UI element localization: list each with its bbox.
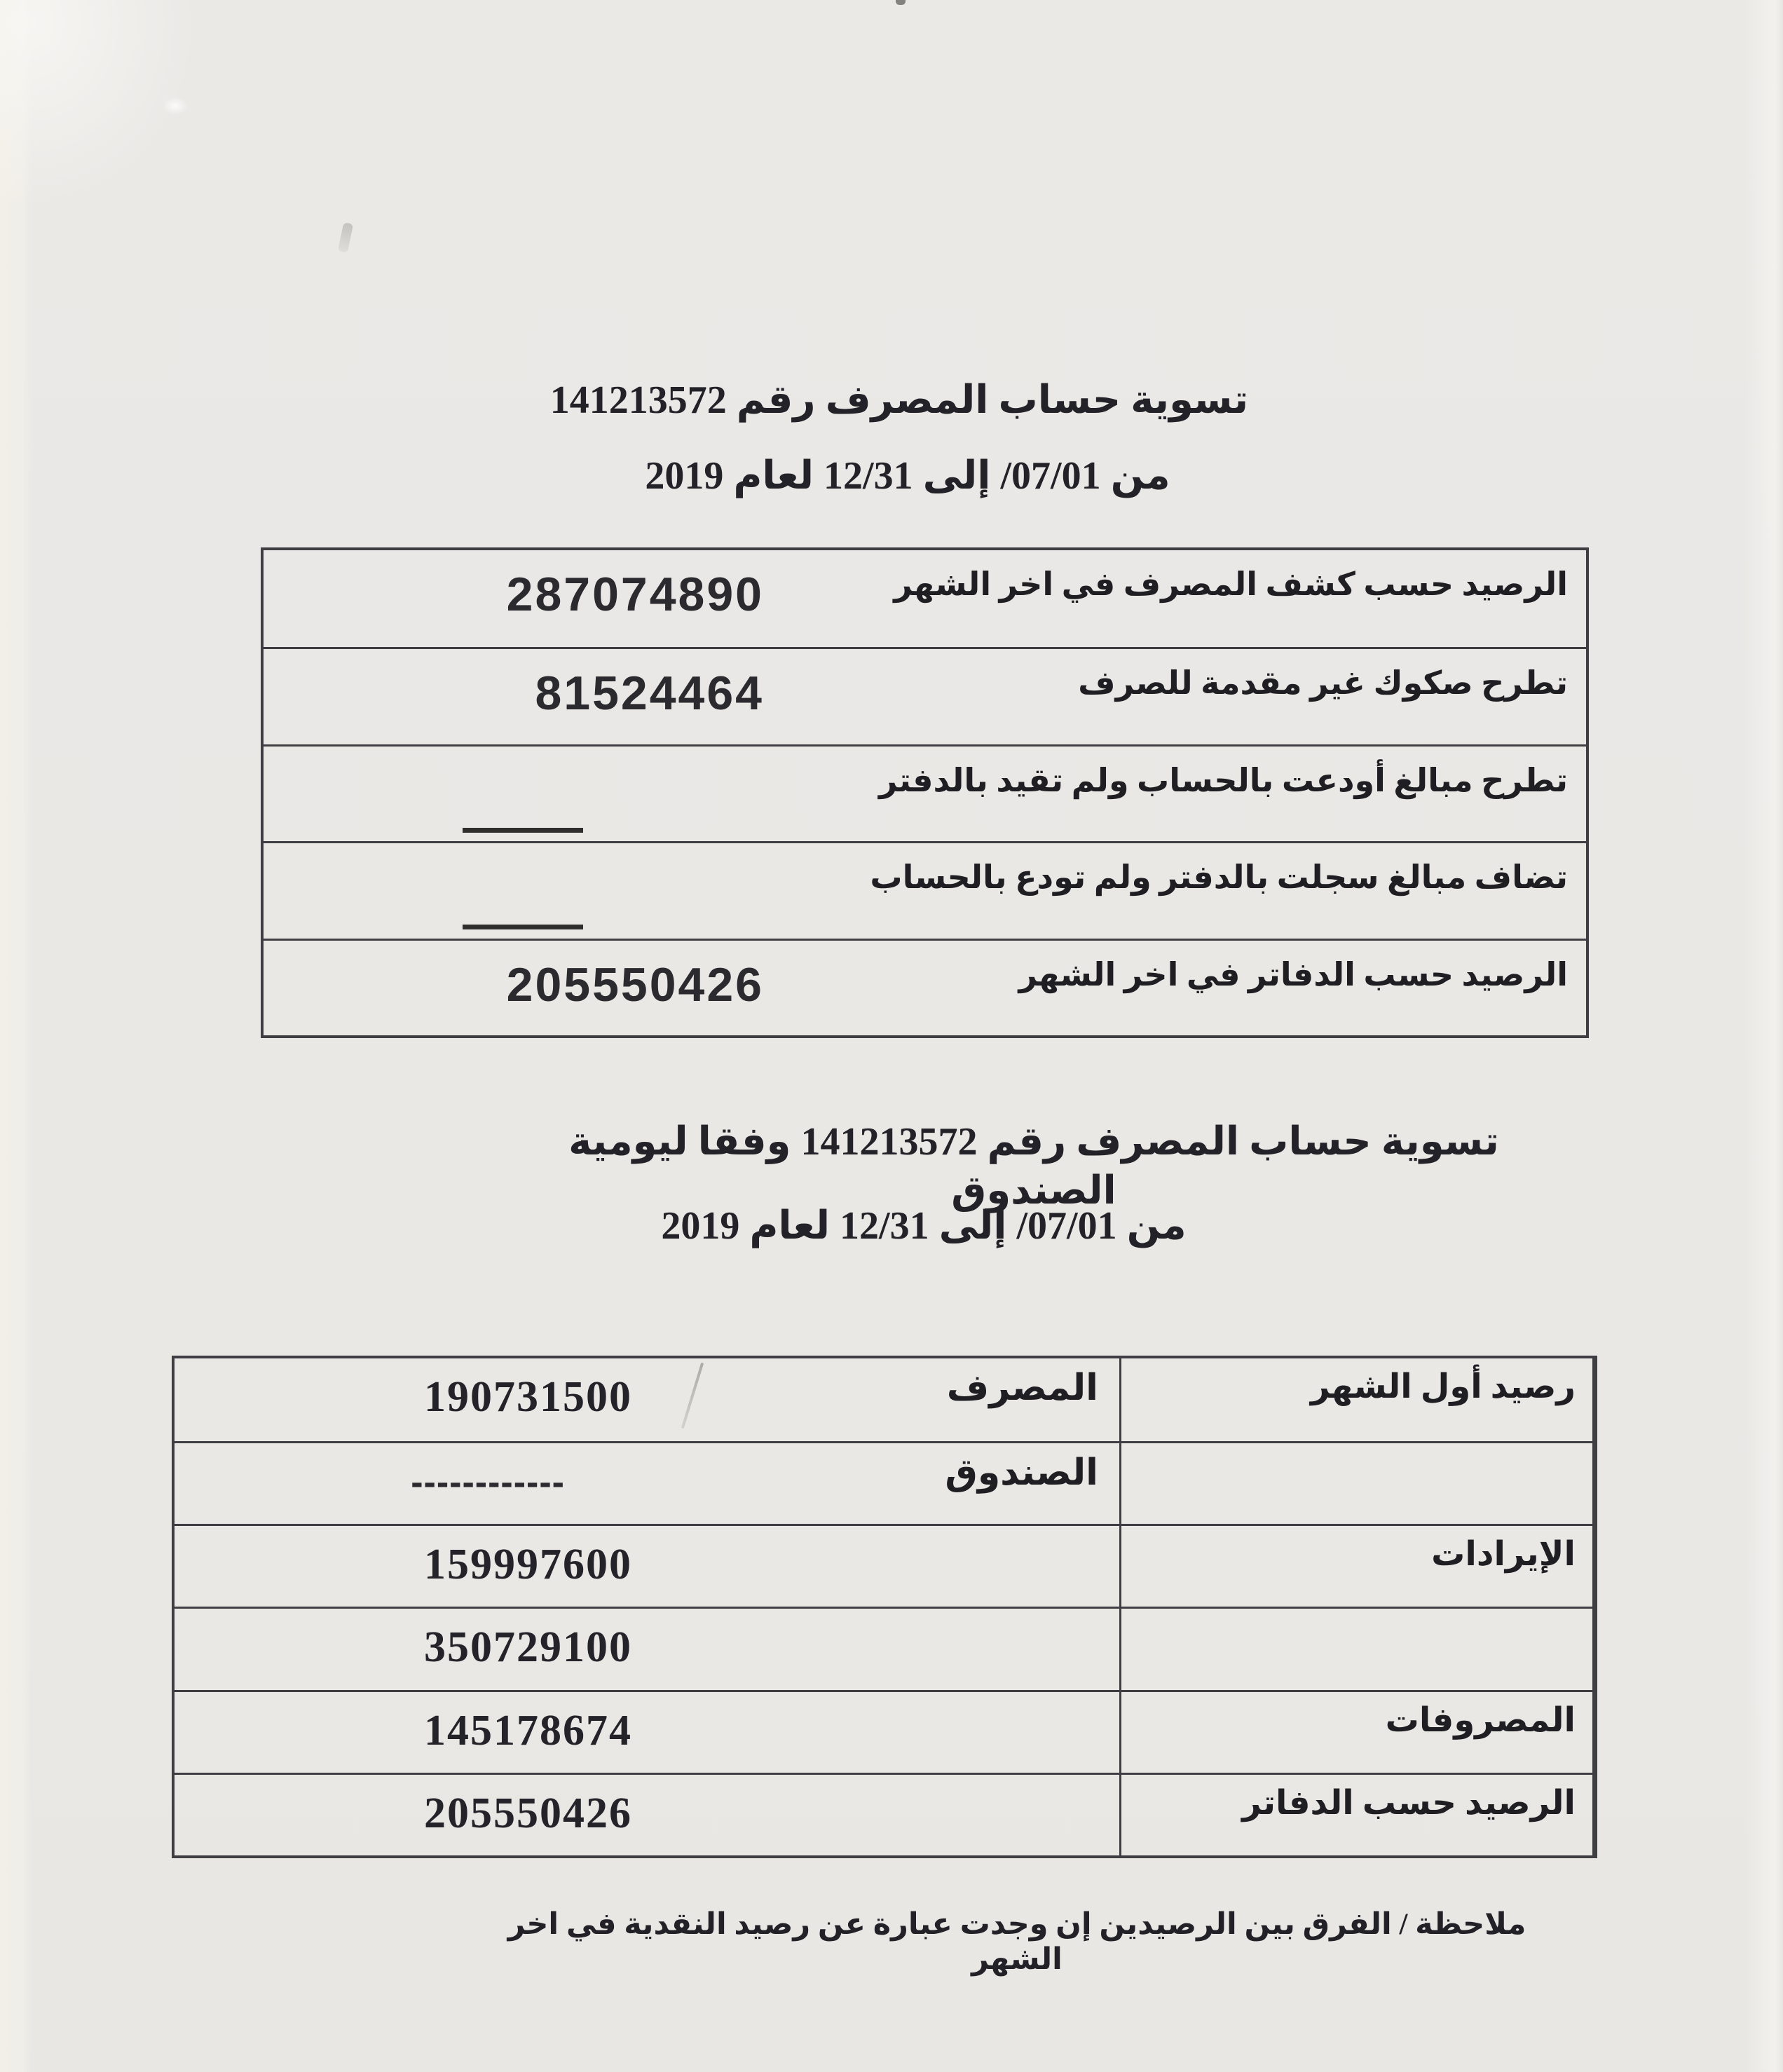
row-label: المصروفات [1385,1701,1576,1739]
amount-value: 190731500 [424,1373,632,1421]
table2-middle-cell [648,1690,1121,1773]
middle-label: المصرف [946,1368,1098,1408]
table2-middle-cell [648,1773,1121,1855]
blank-line [463,925,583,929]
paper-dent [163,97,188,115]
section2-title: تسوية حساب المصرف رقم 141213572 وفقا ليومية الصندوق [568,1120,1499,1213]
amount-value: 205550426 [506,957,764,1011]
table1-label-cell [782,939,1586,1035]
table2-value-cell [175,1690,648,1773]
table2-label-cell [1121,1524,1594,1607]
table2-value-cell [175,1773,648,1855]
footnote: ملاحظة / الفرق بين الرصيدين إن وجدت عبارة عن رصيد النقدية في اخر الشهر [507,1908,1526,1976]
amount-value: 159997600 [424,1541,632,1589]
table1-label-cell [782,744,1586,841]
table1-value-cell [264,647,782,744]
row-label: الإيرادات [1431,1536,1576,1574]
amount-value: 145178674 [424,1706,632,1754]
amount-value: 350729100 [424,1623,632,1672]
amount-value: 287074890 [506,568,764,621]
table1-label-cell [782,841,1586,938]
row-label: الرصيد حسب الدفاتر في اخر الشهر [1018,956,1568,993]
section1-title: تسوية حساب المصرف رقم 141213572 [549,379,1249,422]
row-label: تطرح مبالغ أودعت بالحساب ولم تقيد بالدفتر [878,762,1568,798]
table2-middle-cell [648,1441,1121,1524]
scan-edge-right [1744,0,1783,2072]
cash-journal-reconciliation-table [172,1356,1597,1858]
blank-line [463,828,583,833]
table1-value-cell [264,841,782,938]
table1-value-cell [264,939,782,1035]
table2-value-cell [175,1524,648,1607]
table1-value-cell [264,550,782,647]
amount-value: 81524464 [535,667,764,721]
row-label: تضاف مبالغ سجلت بالدفتر ولم تودع بالحساب [870,859,1568,896]
scan-speck [896,0,906,5]
table2-label-cell [1121,1441,1594,1524]
scan-edge-left [0,0,32,2072]
table1-label-cell [782,647,1586,744]
amount-value: 205550426 [424,1789,632,1837]
table1-label-cell [782,550,1586,647]
table2-label-cell [1121,1607,1594,1689]
row-label: الرصيد حسب الدفاتر [1242,1784,1576,1822]
row-label: تطرح صكوك غير مقدمة للصرف [1078,665,1568,702]
row-label: الرصيد حسب كشف المصرف في اخر الشهر [894,566,1568,602]
table2-value-cell [175,1441,648,1524]
table2-middle-cell [648,1358,1121,1441]
table2-middle-cell [648,1607,1121,1689]
section1-subtitle: من 07/01/ إلى 12/31 لعام 2019 [645,454,1170,498]
table2-value-cell [175,1607,648,1689]
table2-value-cell [175,1358,648,1441]
table1-value-cell [264,744,782,841]
amount-value: ------------ [411,1462,565,1504]
row-label: رصيد أول الشهر [1310,1368,1576,1405]
table2-label-cell [1121,1773,1594,1855]
middle-label: الصندوق [945,1453,1098,1494]
bank-reconciliation-table [261,547,1589,1038]
table2-label-cell [1121,1358,1594,1441]
section2-subtitle: من 07/01/ إلى 12/31 لعام 2019 [661,1204,1187,1248]
table2-middle-cell [648,1524,1121,1607]
pencil-smudge [338,222,353,253]
table2-label-cell [1121,1690,1594,1773]
